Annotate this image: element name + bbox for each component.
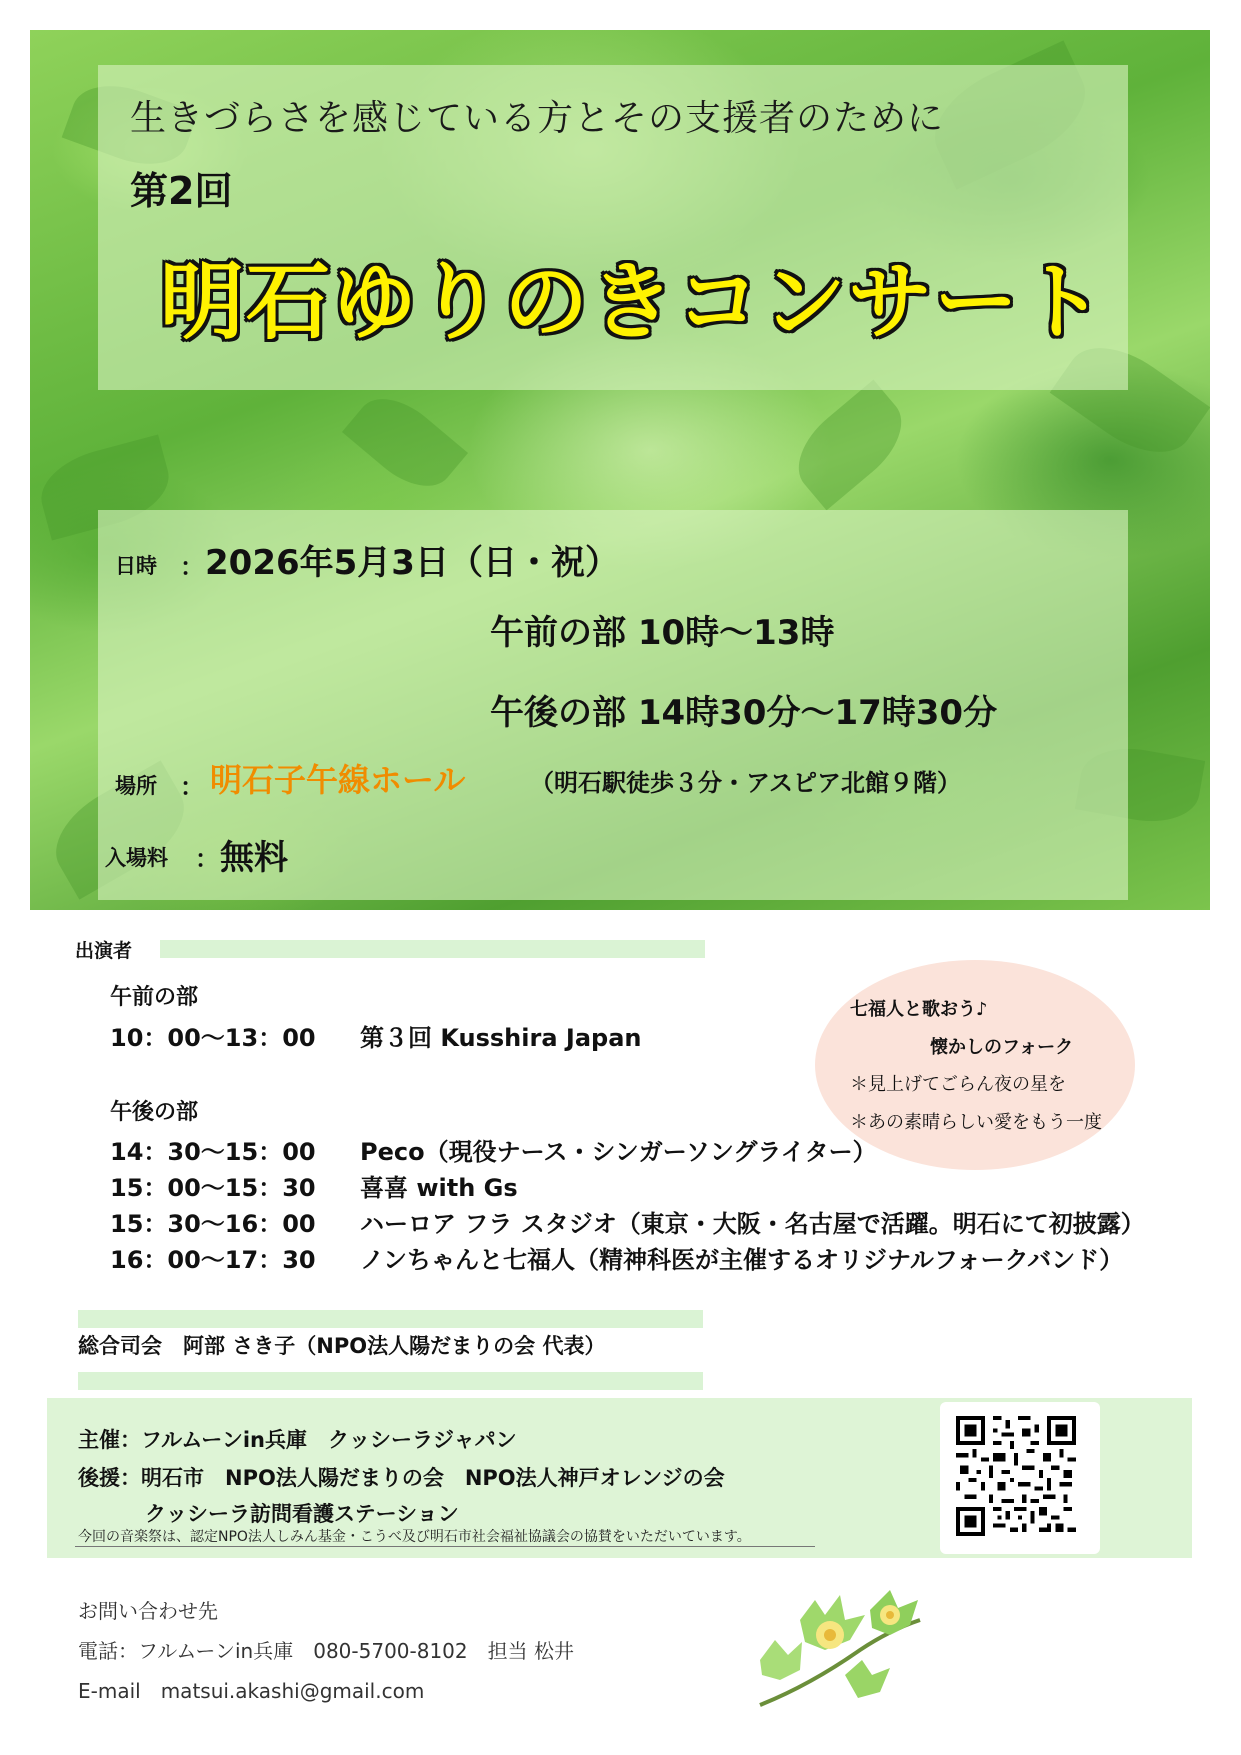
tulip-tree-leaf-illustration bbox=[740, 1580, 930, 1720]
mc-top-bar bbox=[78, 1310, 703, 1328]
place-colon: ： bbox=[180, 773, 204, 801]
morning-heading: 午前の部 bbox=[110, 985, 199, 1010]
performer-time: 10：00～13：00 bbox=[110, 1024, 316, 1052]
callout-line2: 懐かしのフォーク bbox=[930, 1037, 1074, 1058]
callout-song2: ＊あの素晴らしい愛をもう一度 bbox=[850, 1112, 1102, 1133]
performer-row bbox=[110, 1018, 641, 1053]
place-label: 場所 bbox=[115, 774, 157, 798]
subtitle: 生きづらさを感じている方とその支援者のために bbox=[130, 98, 945, 139]
support-line: 後援：明石市 NPO法人陽だまりの会 NPO法人神戸オレンジの会 bbox=[78, 1466, 725, 1490]
qr-code-icon[interactable] bbox=[956, 1416, 1076, 1536]
performers-heading: 出演者 bbox=[75, 940, 133, 962]
performer-time: 15：00～15：30 bbox=[110, 1174, 316, 1202]
performer-time: 16：00～17：30 bbox=[110, 1246, 316, 1274]
date-label: 日時 bbox=[115, 554, 157, 578]
contact-email[interactable]: E-mail matsui.akashi@gmail.com bbox=[78, 1679, 425, 1703]
hero-background bbox=[30, 30, 1210, 910]
performer-name: ハーロア フラ スタジオ（東京・大阪・名古屋で活躍。明石にて初披露） bbox=[360, 1210, 1145, 1238]
sponsorship-note: 今回の音楽祭は、認定NPO法人しみん基金・こうべ及び明石市社会福祉協議会の協賛をいただいています。 bbox=[78, 1529, 751, 1545]
performer-name: Peco（現役ナース・シンガーソングライター） bbox=[360, 1138, 877, 1166]
callout-song1: ＊見上げてごらん夜の星を bbox=[850, 1074, 1066, 1095]
performer-name: 第３回 Kusshira Japan bbox=[360, 1024, 642, 1052]
edition-label: 第2回 bbox=[130, 169, 233, 213]
note-underline bbox=[75, 1546, 815, 1547]
afternoon-session-time: 午後の部 14時30分～17時30分 bbox=[490, 693, 998, 733]
date-colon: ： bbox=[180, 553, 204, 581]
performer-row bbox=[110, 1240, 1123, 1275]
qr-card bbox=[940, 1402, 1100, 1554]
performer-time: 14：30～15：00 bbox=[110, 1138, 316, 1166]
fee-value: 無料 bbox=[220, 838, 288, 878]
performer-row bbox=[110, 1132, 877, 1167]
venue-name: 明石子午線ホール bbox=[210, 761, 466, 799]
afternoon-heading: 午後の部 bbox=[110, 1100, 199, 1125]
master-of-ceremonies: 総合司会 阿部 さき子（NPO法人陽だまりの会 代表） bbox=[78, 1334, 606, 1358]
venue-note: （明石駅徒歩３分・アスピア北館９階） bbox=[530, 769, 962, 797]
performer-name: ノンちゃんと七福人（精神科医が主催するオリジナルフォークバンド） bbox=[360, 1246, 1124, 1274]
contact-heading: お問い合わせ先 bbox=[78, 1599, 218, 1623]
organizer-line: 主催：フルムーンin兵庫 クッシーラジャパン bbox=[78, 1428, 517, 1452]
performer-time: 15：30～16：00 bbox=[110, 1210, 316, 1238]
concert-title: 明石ゆりのきコンサート bbox=[160, 253, 1107, 351]
performer-row bbox=[110, 1168, 518, 1203]
event-date: 2026年5月3日（日・祝） bbox=[205, 543, 619, 583]
morning-session-time: 午前の部 10時～13時 bbox=[490, 613, 835, 653]
contact-phone: 電話：フルムーンin兵庫 080-5700-8102 担当 松井 bbox=[78, 1639, 574, 1663]
performers-heading-bar bbox=[160, 940, 705, 958]
support-line-2: クッシーラ訪問看護ステーション bbox=[145, 1502, 459, 1526]
performer-name: 喜喜 with Gs bbox=[360, 1174, 518, 1202]
mc-bottom-bar bbox=[78, 1372, 703, 1390]
fee-colon: ： bbox=[195, 845, 219, 873]
leaf-shape bbox=[782, 380, 919, 511]
sing-along-callout bbox=[815, 960, 1135, 1170]
leaf-shape bbox=[342, 382, 468, 502]
fee-label: 入場料 bbox=[105, 846, 168, 870]
performer-row bbox=[110, 1204, 1145, 1239]
callout-line1: 七福人と歌おう♪ bbox=[850, 999, 988, 1020]
